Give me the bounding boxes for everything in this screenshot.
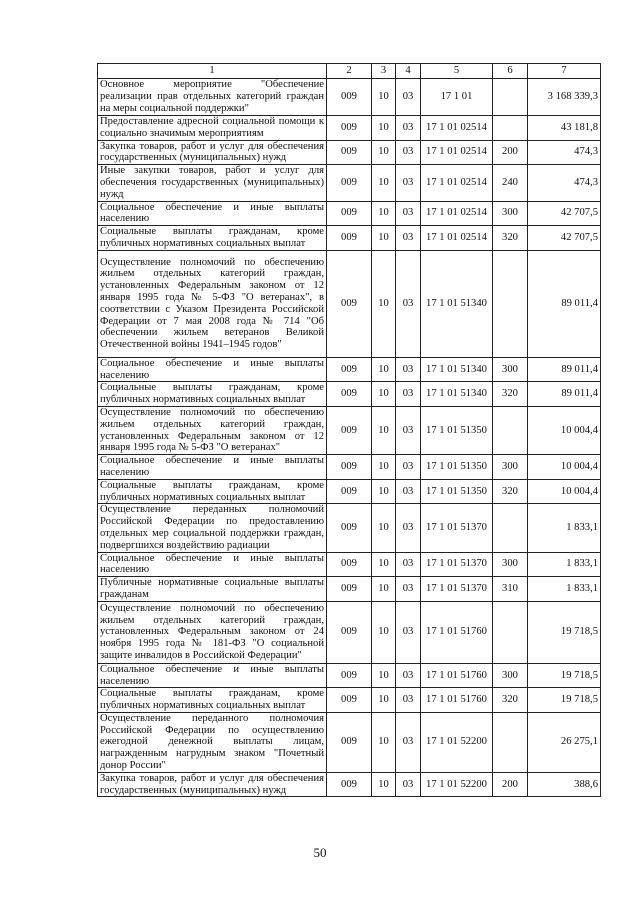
subsection-code-cell: 03 — [396, 712, 421, 772]
target-article-cell: 17 1 01 — [421, 79, 493, 116]
ministry-code-cell: 009 — [327, 226, 372, 251]
column-header: 4 — [396, 64, 421, 79]
row-name-cell: Осуществление полномочий по обеспечению жильем отдельных категорий граждан, установленных Федеральным законом от 24 ноября 1995 года № 181-ФЗ "О социальной защите инвалидов в Российской Федерации" — [98, 601, 327, 663]
subsection-code-cell: 03 — [396, 688, 421, 713]
table-row — [98, 226, 601, 251]
table-row — [98, 406, 601, 454]
section-code-cell: 10 — [372, 165, 396, 201]
expense-type-cell: 200 — [493, 140, 528, 165]
column-header: 3 — [372, 64, 396, 79]
target-article-cell: 17 1 01 51760 — [421, 688, 493, 713]
expense-type-cell: 300 — [493, 357, 528, 382]
target-article-cell: 17 1 01 51340 — [421, 250, 493, 357]
amount-cell: 3 168 339,3 — [528, 79, 601, 116]
section-code-cell: 10 — [372, 772, 396, 797]
ministry-code-cell: 009 — [327, 577, 372, 602]
row-name-cell: Публичные нормативные социальные выплаты гражданам — [98, 577, 327, 602]
section-code-cell: 10 — [372, 406, 396, 454]
section-code-cell: 10 — [372, 201, 396, 226]
table-row — [98, 357, 601, 382]
amount-cell: 43 181,8 — [528, 116, 601, 141]
expense-type-cell: 300 — [493, 455, 528, 480]
section-code-cell: 10 — [372, 688, 396, 713]
page-number: 50 — [313, 845, 327, 860]
expense-type-cell — [493, 712, 528, 772]
table-row — [98, 552, 601, 577]
ministry-code-cell: 009 — [327, 712, 372, 772]
section-code-cell: 10 — [372, 116, 396, 141]
amount-cell: 474,3 — [528, 165, 601, 201]
subsection-code-cell: 03 — [396, 201, 421, 226]
column-header: 6 — [493, 64, 528, 79]
expense-type-cell: 320 — [493, 382, 528, 407]
amount-cell: 10 004,4 — [528, 455, 601, 480]
subsection-code-cell: 03 — [396, 479, 421, 504]
row-name-cell: Основное мероприятие "Обеспечение реализации прав отдельных категорий граждан на меры социальной поддержки" — [98, 79, 327, 116]
ministry-code-cell: 009 — [327, 357, 372, 382]
section-code-cell: 10 — [372, 250, 396, 357]
amount-cell: 89 011,4 — [528, 382, 601, 407]
row-name-cell: Закупка товаров, работ и услуг для обеспечения государственных (муниципальных) нужд — [98, 140, 327, 165]
ministry-code-cell: 009 — [327, 601, 372, 663]
amount-cell: 42 707,5 — [528, 226, 601, 251]
row-name-cell: Социальные выплаты гражданам, кроме публичных нормативных социальных выплат — [98, 382, 327, 407]
table-row — [98, 165, 601, 201]
amount-cell: 89 011,4 — [528, 250, 601, 357]
column-header: 1 — [98, 64, 327, 79]
table-row — [98, 140, 601, 165]
table-row — [98, 601, 601, 663]
row-name-cell: Социальные выплаты гражданам, кроме публичных нормативных социальных выплат — [98, 479, 327, 504]
target-article-cell: 17 1 01 51370 — [421, 577, 493, 602]
subsection-code-cell: 03 — [396, 601, 421, 663]
row-name-cell: Осуществление переданного полномочия Российской Федерации по осуществлению ежегодной денежной выплаты лицам, награжденным нагрудным знаком "Почетный донор России" — [98, 712, 327, 772]
subsection-code-cell: 03 — [396, 577, 421, 602]
section-code-cell: 10 — [372, 479, 396, 504]
amount-cell: 19 718,5 — [528, 688, 601, 713]
expense-type-cell: 320 — [493, 688, 528, 713]
row-name-cell: Социальные выплаты гражданам, кроме публичных нормативных социальных выплат — [98, 226, 327, 251]
target-article-cell: 17 1 01 51370 — [421, 552, 493, 577]
amount-cell: 1 833,1 — [528, 552, 601, 577]
target-article-cell: 17 1 01 51350 — [421, 479, 493, 504]
table-header-row — [98, 64, 601, 79]
ministry-code-cell: 009 — [327, 250, 372, 357]
section-code-cell: 10 — [372, 455, 396, 480]
ministry-code-cell: 009 — [327, 116, 372, 141]
section-code-cell: 10 — [372, 357, 396, 382]
section-code-cell: 10 — [372, 712, 396, 772]
expense-type-cell: 310 — [493, 577, 528, 602]
target-article-cell: 17 1 01 51340 — [421, 382, 493, 407]
row-name-cell: Социальное обеспечение и иные выплаты населению — [98, 357, 327, 382]
subsection-code-cell: 03 — [396, 357, 421, 382]
column-header: 2 — [327, 64, 372, 79]
section-code-cell: 10 — [372, 577, 396, 602]
table-row — [98, 201, 601, 226]
target-article-cell: 17 1 01 51370 — [421, 504, 493, 552]
target-article-cell: 17 1 01 52200 — [421, 772, 493, 797]
subsection-code-cell: 03 — [396, 79, 421, 116]
expense-type-cell — [493, 79, 528, 116]
table-row — [98, 688, 601, 713]
ministry-code-cell: 009 — [327, 504, 372, 552]
amount-cell: 26 275,1 — [528, 712, 601, 772]
expense-type-cell — [493, 406, 528, 454]
row-name-cell: Предоставление адресной социальной помощи к социально значимым мероприятиям — [98, 116, 327, 141]
table-row — [98, 712, 601, 772]
table-row — [98, 455, 601, 480]
row-name-cell: Иные закупки товаров, работ и услуг для обеспечения государственных (муниципальных) нужд — [98, 165, 327, 201]
table-row — [98, 79, 601, 116]
subsection-code-cell: 03 — [396, 140, 421, 165]
subsection-code-cell: 03 — [396, 116, 421, 141]
target-article-cell: 17 1 01 02514 — [421, 165, 493, 201]
subsection-code-cell: 03 — [396, 663, 421, 688]
row-name-cell: Осуществление переданных полномочий Российской Федерации по предоставлению отдельных мер социальной поддержки граждан, подвергшихся воздействию радиации — [98, 504, 327, 552]
row-name-cell: Осуществление полномочий по обеспечению жильем отдельных категорий граждан, установленных Федеральным законом от 12 января 1995 года № 5-ФЗ "О ветеранах", в соответствии с Указом Президента Российской Федерации от 7 мая 2008 года № 714 "Об обеспечении жильем ветеранов Великой Отечественной войны 1941–1945 годов" — [98, 250, 327, 357]
subsection-code-cell: 03 — [396, 455, 421, 480]
ministry-code-cell: 009 — [327, 455, 372, 480]
target-article-cell: 17 1 01 51350 — [421, 406, 493, 454]
ministry-code-cell: 009 — [327, 479, 372, 504]
table-row — [98, 116, 601, 141]
target-article-cell: 17 1 01 51340 — [421, 357, 493, 382]
budget-table — [97, 63, 601, 797]
target-article-cell: 17 1 01 02514 — [421, 140, 493, 165]
row-name-cell: Социальное обеспечение и иные выплаты населению — [98, 552, 327, 577]
target-article-cell: 17 1 01 52200 — [421, 712, 493, 772]
table-row — [98, 504, 601, 552]
column-header: 7 — [528, 64, 601, 79]
ministry-code-cell: 009 — [327, 165, 372, 201]
ministry-code-cell: 009 — [327, 688, 372, 713]
target-article-cell: 17 1 01 51760 — [421, 663, 493, 688]
row-name-cell: Закупка товаров, работ и услуг для обеспечения государственных (муниципальных) нужд — [98, 772, 327, 797]
expense-type-cell: 240 — [493, 165, 528, 201]
target-article-cell: 17 1 01 51350 — [421, 455, 493, 480]
subsection-code-cell: 03 — [396, 772, 421, 797]
ministry-code-cell: 009 — [327, 406, 372, 454]
subsection-code-cell: 03 — [396, 382, 421, 407]
subsection-code-cell: 03 — [396, 250, 421, 357]
subsection-code-cell: 03 — [396, 165, 421, 201]
target-article-cell: 17 1 01 51760 — [421, 601, 493, 663]
expense-type-cell: 200 — [493, 772, 528, 797]
section-code-cell: 10 — [372, 79, 396, 116]
expense-type-cell: 320 — [493, 479, 528, 504]
table-row — [98, 772, 601, 797]
ministry-code-cell: 009 — [327, 140, 372, 165]
subsection-code-cell: 03 — [396, 406, 421, 454]
expense-type-cell: 320 — [493, 226, 528, 251]
section-code-cell: 10 — [372, 226, 396, 251]
ministry-code-cell: 009 — [327, 663, 372, 688]
target-article-cell: 17 1 01 02514 — [421, 226, 493, 251]
subsection-code-cell: 03 — [396, 226, 421, 251]
section-code-cell: 10 — [372, 504, 396, 552]
section-code-cell: 10 — [372, 663, 396, 688]
expense-type-cell: 300 — [493, 552, 528, 577]
expense-type-cell — [493, 601, 528, 663]
table-row — [98, 577, 601, 602]
section-code-cell: 10 — [372, 382, 396, 407]
amount-cell: 19 718,5 — [528, 601, 601, 663]
amount-cell: 1 833,1 — [528, 577, 601, 602]
amount-cell: 474,3 — [528, 140, 601, 165]
subsection-code-cell: 03 — [396, 552, 421, 577]
row-name-cell: Социальное обеспечение и иные выплаты населению — [98, 201, 327, 226]
ministry-code-cell: 009 — [327, 79, 372, 116]
section-code-cell: 10 — [372, 140, 396, 165]
target-article-cell: 17 1 01 02514 — [421, 201, 493, 226]
row-name-cell: Социальные выплаты гражданам, кроме публичных нормативных социальных выплат — [98, 688, 327, 713]
amount-cell: 10 004,4 — [528, 479, 601, 504]
ministry-code-cell: 009 — [327, 201, 372, 226]
subsection-code-cell: 03 — [396, 504, 421, 552]
amount-cell: 19 718,5 — [528, 663, 601, 688]
target-article-cell: 17 1 01 02514 — [421, 116, 493, 141]
row-name-cell: Осуществление полномочий по обеспечению жильем отдельных категорий граждан, установленных Федеральным законом от 12 января 1995 года № 5-ФЗ "О ветеранах" — [98, 406, 327, 454]
amount-cell: 89 011,4 — [528, 357, 601, 382]
expense-type-cell — [493, 504, 528, 552]
expense-type-cell — [493, 116, 528, 141]
table-row — [98, 382, 601, 407]
row-name-cell: Социальное обеспечение и иные выплаты населению — [98, 455, 327, 480]
amount-cell: 388,6 — [528, 772, 601, 797]
expense-type-cell: 300 — [493, 201, 528, 226]
ministry-code-cell: 009 — [327, 772, 372, 797]
amount-cell: 1 833,1 — [528, 504, 601, 552]
expense-type-cell: 300 — [493, 663, 528, 688]
section-code-cell: 10 — [372, 552, 396, 577]
table-row — [98, 479, 601, 504]
row-name-cell: Социальное обеспечение и иные выплаты населению — [98, 663, 327, 688]
section-code-cell: 10 — [372, 601, 396, 663]
ministry-code-cell: 009 — [327, 552, 372, 577]
amount-cell: 10 004,4 — [528, 406, 601, 454]
expense-type-cell — [493, 250, 528, 357]
amount-cell: 42 707,5 — [528, 201, 601, 226]
table-row — [98, 663, 601, 688]
column-header: 5 — [421, 64, 493, 79]
ministry-code-cell: 009 — [327, 382, 372, 407]
table-row — [98, 250, 601, 357]
